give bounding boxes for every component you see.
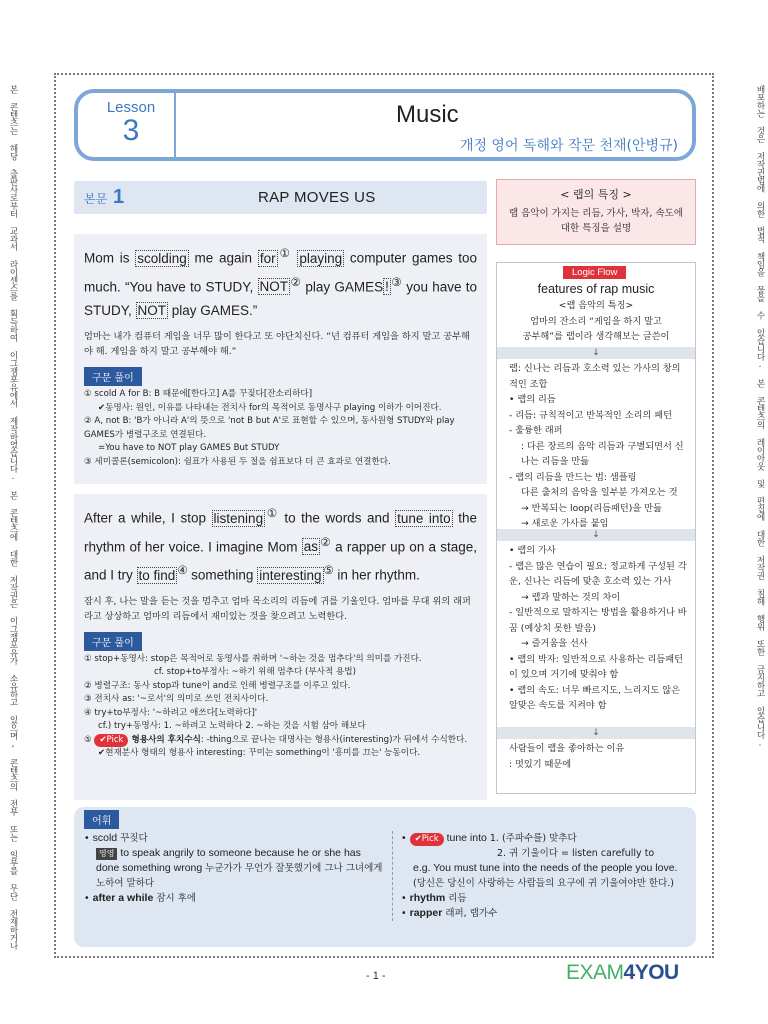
logic-flow-box [496,262,696,794]
logic-line: : 다른 장르의 음악 리듬과 구별되면서 신나는 리듬을 만듦 [521,440,684,467]
flow-arrow: ↓ [497,347,695,359]
logic-line: → 반복되는 loop(리듬패턴)을 만듦 [521,502,662,514]
keyword: NOT [137,303,167,318]
vocab-meaning: 1. (주파수를) 맞추다 [486,833,577,844]
section-title: RAP MOVES US [258,189,376,206]
syntax-note: ③ 전치사 as: '~로서'의 의미로 쓰인 전치사이다. [84,694,269,704]
logic-line: - 랩의 리듬을 만드는 법: 샘플링 [509,471,637,483]
note-marker: ① [265,508,279,520]
vocab-word: rapper [409,907,443,919]
pick-badge: ✔Pick [410,833,444,846]
note-marker: ⑤ [323,565,334,577]
passage-1 [74,234,487,484]
note-marker: ③ [390,276,402,289]
flow-arrow: ↓ [497,727,695,739]
feature-box [496,179,696,245]
keyword: NOT [259,279,289,294]
passage-2-english [84,502,477,588]
vocabulary-right [392,831,690,921]
logic-line: 다른 출처의 음악을 일부분 가져오는 것 [521,487,678,498]
logic-line: • 랩의 속도: 너무 빠르지도, 느리지도 않은 알맞은 속도를 지켜야 함 [509,684,680,711]
vocab-definition [84,846,384,891]
logic-line: • 랩의 박자: 일반적으로 사용하는 리듬패턴이 있으며 거기에 맞춰야 함 [509,653,683,680]
logic-flow-heading: features of rap music [537,282,655,296]
text: something [187,567,258,583]
vocab-word: scold [92,832,118,844]
vocab-meaning: 잠시 후에 [153,893,197,904]
vocab-entry: • rhythm 리듬 [401,892,467,904]
section-tag-label: 본문 [84,192,108,206]
keyword: listening [213,510,264,526]
syntax-note: ✔현재분사 형태의 형용사 interesting: 꾸미는 something이 '흥미를 끄는' 능동이다. [98,748,421,758]
logic-line: 사람들이 랩을 좋아하는 이유 [509,743,625,754]
lesson-header [74,89,696,161]
vocab-word: after a while [92,892,154,904]
section-tag [84,186,124,209]
brand-part: 4YOU [623,961,679,984]
lesson-word: Lesson [106,99,156,116]
text: me again [188,250,258,266]
syntax-note: ② A, not B: 'B가 아니라 A'의 뜻으로 'not B but A'로 표현할 수 있으며, 동사원형 STUDY와 play GAMES가 병렬구조로 연결된다. [84,416,455,440]
feature-title: < 랩의 특징 > [560,188,632,201]
logic-lyrics [497,543,695,714]
textbook-subtitle: 개정 영어 독해와 작문 천재(안병규) [459,138,678,154]
syntax-note: =You have to NOT play GAMES But STUDY [98,443,280,453]
note-heading: 형용사의 후치수식 [128,734,201,745]
text: a rapper up on a stage, and I try [84,539,478,583]
vocab-word: tune into [443,832,487,844]
logic-line: - 리듬: 규칙적이고 반복적인 소리의 패턴 [509,409,673,421]
logic-line: • 랩의 가사 [509,545,556,556]
note-text: : -thing으로 끝나는 대명사는 형용사(interesting)가 뒤에서 수식한다. [200,734,468,745]
syntax-note: cf.) try+동명사: 1. ~하려고 노력하다 2. ~하는 것을 시험 삼아 해보다 [98,721,366,731]
lesson-title: Music [396,101,459,128]
text: Mom is [84,250,136,266]
vocab-entry: • scold 꾸짖다 [84,832,148,844]
keyword: for [259,250,276,266]
logic-line: → 새로운 가사를 붙임 [521,518,609,529]
vocab-entry: • after a while 잠시 후에 [84,892,197,904]
syntax-label: 구문 풀이 [84,367,142,386]
vocab-entry: • ✔Pick tune into 1. (주파수를) 맞추다 [401,832,577,844]
logic-line: - 랩은 많은 연습이 필요: 정교하게 구성된 각운, 신나는 리듬에 맞춘 호소력 있는 가사 [509,560,687,587]
copyright-notice-right: 배포하는 것은 저작권법에 의한 법적 책임을 물을 수 있습니다. 본 콘텐츠의 레이아웃 및 편집에 대한 저작권 침해 행위 또한 금지하고 있습니다. [755,85,765,748]
keyword: ! [385,279,389,294]
vocab-entry: • rapper 래퍼, 랩가수 [401,907,498,919]
passage-1-english [84,242,477,323]
pick-badge: ✔Pick [94,734,128,747]
syntax-note: ④ try+to부정사: '~하려고 애쓰다[노력하다]' [84,707,258,718]
keyword: interesting [259,567,322,583]
logic-line: 엄마의 잔소리 “게임을 하지 말고 [530,315,662,327]
lesson-number: 3 [122,114,140,147]
logic-line: 공부해”를 랩이라 생각해보는 글쓴이 [522,331,670,342]
brand-logo [566,961,679,985]
text: play GAMES.” [168,303,258,318]
vocabulary-left [84,831,384,906]
syntax-label: 구문 풀이 [84,632,142,651]
note-number: ⑤ [84,734,95,745]
syntax-note: ② 병렬구조: 동사 stop과 tune이 and로 인해 병렬구조를 이루고 있다. [84,680,351,691]
logic-line: : 멋있기 때문에 [509,758,572,770]
logic-line: - 훌륭한 래퍼 [509,425,563,436]
logic-flow-label: Logic Flow [563,266,626,279]
section-number: 1 [113,186,125,208]
keyword: as [303,539,318,554]
text: you have to STUDY, [84,279,478,318]
passage-1-korean: 엄마는 내가 컴퓨터 게임을 너무 많이 한다고 또 야단치신다. “넌 컴퓨터 게임을 하지 말고 공부해야 해. 게임을 하지 말고 공부해야 해.” [84,331,470,357]
logic-line: • 랩의 리듬 [509,394,556,405]
syntax-note [84,734,477,748]
example-korean: (당신은 당신이 사랑하는 사람들의 요구에 귀 기울여야만 한다.) [413,878,674,889]
logic-rhythm [497,361,695,532]
definition-korean: 누군가가 무언가 잘못했기에 그나 그녀에게 노하여 말하다 [96,863,383,889]
note-marker: ① [277,248,292,260]
syntax-note: cf. stop+to부정사: ~하기 위해 멈추다 (부사적 용법) [154,667,356,677]
copyright-notice-left: 본 콘텐츠는 해당 출판사로부터 교과서 라이센스를 획득하여 이그잼포유에서 제작하였습니다. 본 콘텐츠에 대한 저작권은 이그잼포유가 소유하고 있으며, 콘텐츠의 전부 또는 일부를 무단 전재하거나 [8,85,18,950]
feature-description: 랩 음악이 가지는 리듬, 가사, 박자, 속도에 대한 특징을 설명 [508,208,683,234]
logic-line: <랩 음악의 특징> [558,300,634,311]
passage-2 [74,494,487,800]
vocab-meaning: 리듬 [445,893,467,904]
logic-conclusion [497,741,695,772]
lesson-box [88,93,176,157]
example-english: e.g. You must tune into the needs of the people you love. [413,862,678,874]
note-marker: ② [290,276,302,289]
note-marker: ④ [177,565,188,577]
logic-line: → 즐거움을 선사 [521,638,588,649]
syntax-note: ③ 세미콜론(semicolon): 쉼표가 사용된 두 절을 쉼표보다 더 큰 효과로 연결한다. [84,456,391,467]
vocab-meaning: 2. 귀 기울이다 = listen carefully to [497,848,655,859]
keyword: scolding [137,250,187,266]
flow-arrow: ↓ [497,529,695,541]
syntax-note: ① scold A for B: B 때문에[한다고] A를 꾸짖다[잔소리하다] [84,389,313,399]
vocab-example [401,861,690,891]
vocab-word: rhythm [409,892,446,904]
keyword: playing [299,250,343,266]
vocab-meaning: 래퍼, 랩가수 [442,908,498,919]
text: play GAMES [301,279,384,294]
vocabulary-box [74,807,696,947]
logic-line: - 일반적으로 말하지는 방법을 활용하거나 바꿈 (예상치 못한 발음) [509,607,687,634]
vocab-meaning: 꾸짖다 [117,833,148,844]
keyword: tune into [397,510,451,526]
english-definition-tag: 영영 [96,848,117,860]
passage-2-korean: 잠시 후, 나는 말을 듣는 것을 멈추고 엄마 목소리의 리듬에 귀를 기울인다. 엄마를 무대 위의 래퍼라고 상상하고 엄마의 리듬에서 재미있는 것을 찾으려고 노력한다. [84,595,471,622]
page-number: - 1 - [366,970,386,982]
text: computer games too much. “You have to STUDY, [84,250,477,294]
note-marker: ② [319,536,331,549]
syntax-note: ① stop+동명사: stop은 목적어로 동명사를 취하며 '~하는 것을 멈추다'의 의미를 가진다. [84,653,422,664]
text: in her rhythm. [333,567,420,583]
logic-line: 랩: 신나는 리듬과 호소력 있는 가사의 창의적인 조합 [509,363,681,390]
text: the rhythm of her voice. I imagine Mom [84,510,477,554]
logic-line: → 랩과 말하는 것의 차이 [521,591,621,603]
section-bar [74,181,487,214]
vocabulary-label: 어휘 [84,810,119,829]
text: to the words and [278,510,396,526]
keyword: to find [138,567,176,583]
syntax-note: ✔동명사: 원인, 이유를 나타내는 전치사 for의 목적어로 동명사구 playing 이하가 이어진다. [98,402,442,413]
brand-part: EXAM [566,961,624,984]
logic-intro [497,298,695,345]
definition-english: to speak angrily to someone because he or she has done something wrong [96,847,361,874]
text: After a while, I stop [84,510,212,526]
